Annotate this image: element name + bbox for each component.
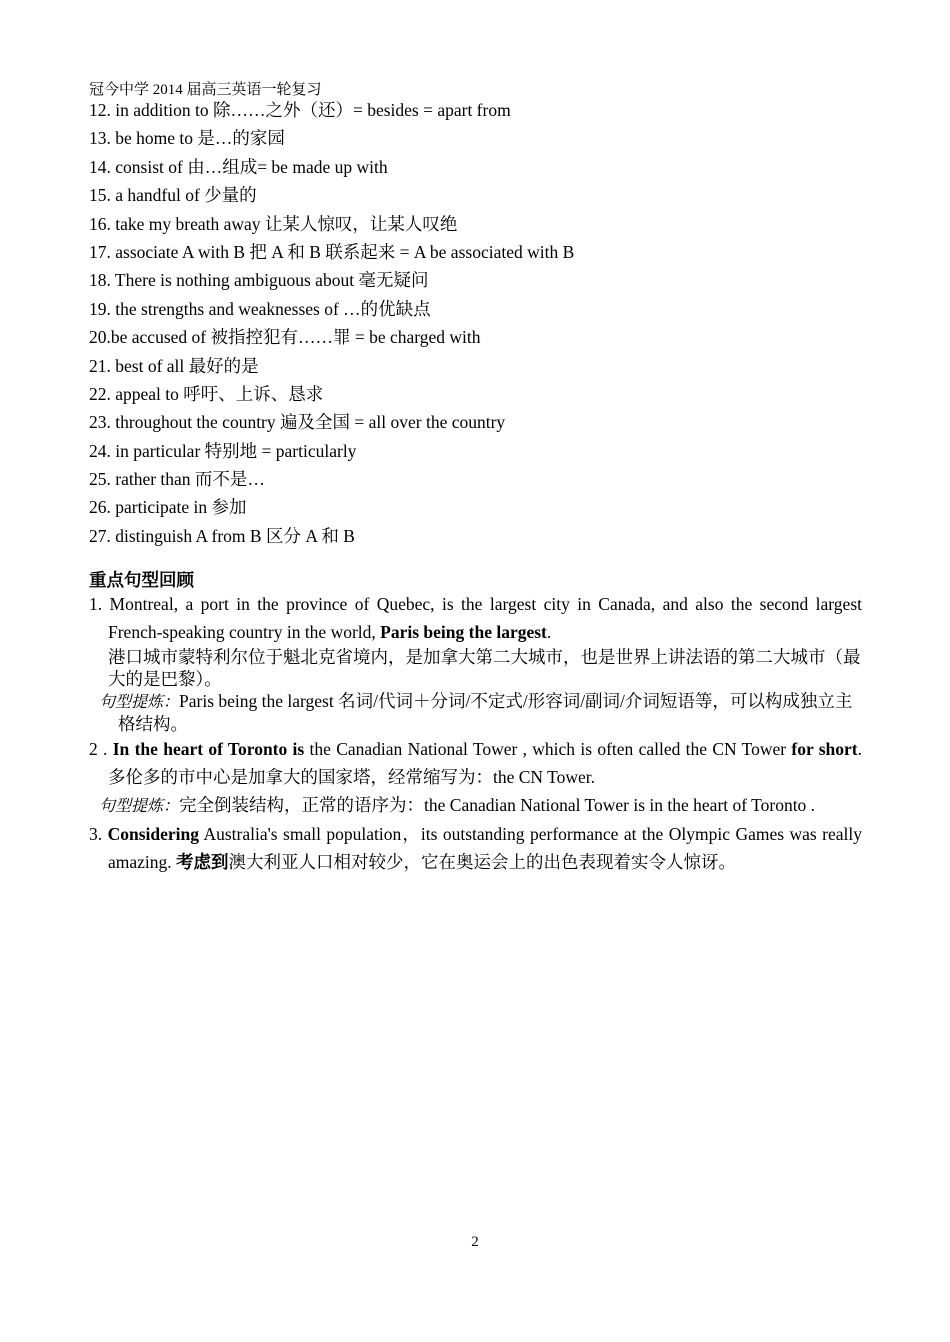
vocab-item: 26. participate in 参加	[89, 497, 247, 518]
tip-label: 句型提炼：	[99, 796, 180, 815]
sentence-3-text: Australia's small population，its outstanding performance at the Olympic Games was really amazing.	[108, 824, 863, 872]
sentence-1	[89, 590, 862, 646]
sentence-2-bold-2: for short	[791, 739, 858, 759]
sentence-3-translation: 澳大利亚人口相对较少，它在奥运会上的出色表现着实令人惊讶。	[228, 852, 737, 872]
sentence-3-bold-2: 考虑到	[176, 852, 229, 872]
vocab-item: 15. a handful of 少量的	[89, 185, 257, 206]
vocab-item: 13. be home to 是…的家园	[89, 128, 285, 149]
sentence-3	[89, 820, 862, 876]
tip-text: Paris being the largest 名词/代词＋分词/不定式/形容词/副词/介词短语等，可以构成独立主格结构。	[118, 691, 853, 734]
vocab-item: 27. distinguish A from B 区分 A 和 B	[89, 525, 355, 546]
vocabulary-list	[89, 96, 869, 550]
sentence-3-num: 3.	[89, 824, 108, 844]
vocab-item: 21. best of all 最好的是	[89, 355, 259, 376]
vocab-item: 19. the strengths and weaknesses of …的优缺点	[89, 298, 431, 319]
key-sentences	[89, 590, 862, 876]
sentence-2-bold: In the heart of Toronto is	[112, 739, 305, 759]
vocab-item: 23. throughout the country 遍及全国 = all over the country	[89, 412, 506, 433]
sentence-2-num: 2 .	[89, 739, 113, 759]
sentence-1-translation: 港口城市蒙特利尔位于魁北克省境内，是加拿大第二大城市，也是世界上讲法语的第二大城市（最大的是巴黎）。	[108, 647, 861, 689]
sentence-1-end: .	[546, 622, 552, 642]
sentence-2-text: the Canadian National Tower , which is often called the CN Tower	[304, 739, 792, 759]
vocab-item: 22. appeal to 呼吁、上诉、恳求	[89, 383, 324, 404]
sentence-1-text: 1. Montreal, a port in the province of Quebec, is the largest city in Canada, and also the second largest French-speaking country in the world,	[89, 594, 862, 642]
page-number: 2	[471, 1234, 479, 1250]
sentence-2-tip	[89, 791, 862, 820]
sentence-1-bold: Paris being the largest	[380, 622, 547, 642]
vocab-item: 24. in particular 特别地 = particularly	[89, 440, 357, 461]
vocab-item: 16. take my breath away 让某人惊叹，让某人叹绝	[89, 213, 458, 234]
vocab-item: 25. rather than 而不是…	[89, 469, 265, 490]
sentence-2-translation: . 多伦多的市中心是加拿大的国家塔，经常缩写为：the CN Tower.	[108, 739, 863, 787]
sentence-2	[89, 735, 862, 791]
tip-text: 完全倒装结构，正常的语序为：the Canadian National Tower is in the heart of Toronto .	[179, 795, 816, 815]
vocab-item: 20.be accused of 被指控犯有……罪 = be charged with	[89, 327, 481, 348]
vocab-item: 12. in addition to 除……之外（还）= besides = apart from	[89, 100, 511, 120]
tip-label: 句型提炼：	[99, 692, 180, 711]
section-title: 重点句型回顾	[89, 570, 194, 590]
vocab-item: 17. associate A with B 把 A 和 B 联系起来 = A be associated with B	[89, 241, 575, 262]
page-header: 冠今中学 2014 届高三英语一轮复习	[89, 82, 322, 98]
sentence-1-tip	[89, 690, 862, 735]
vocab-item: 18. There is nothing ambiguous about 毫无疑问	[89, 270, 429, 291]
sentence-3-bold: Considering	[107, 824, 199, 844]
vocab-item: 14. consist of 由…组成= be made up with	[89, 156, 388, 177]
